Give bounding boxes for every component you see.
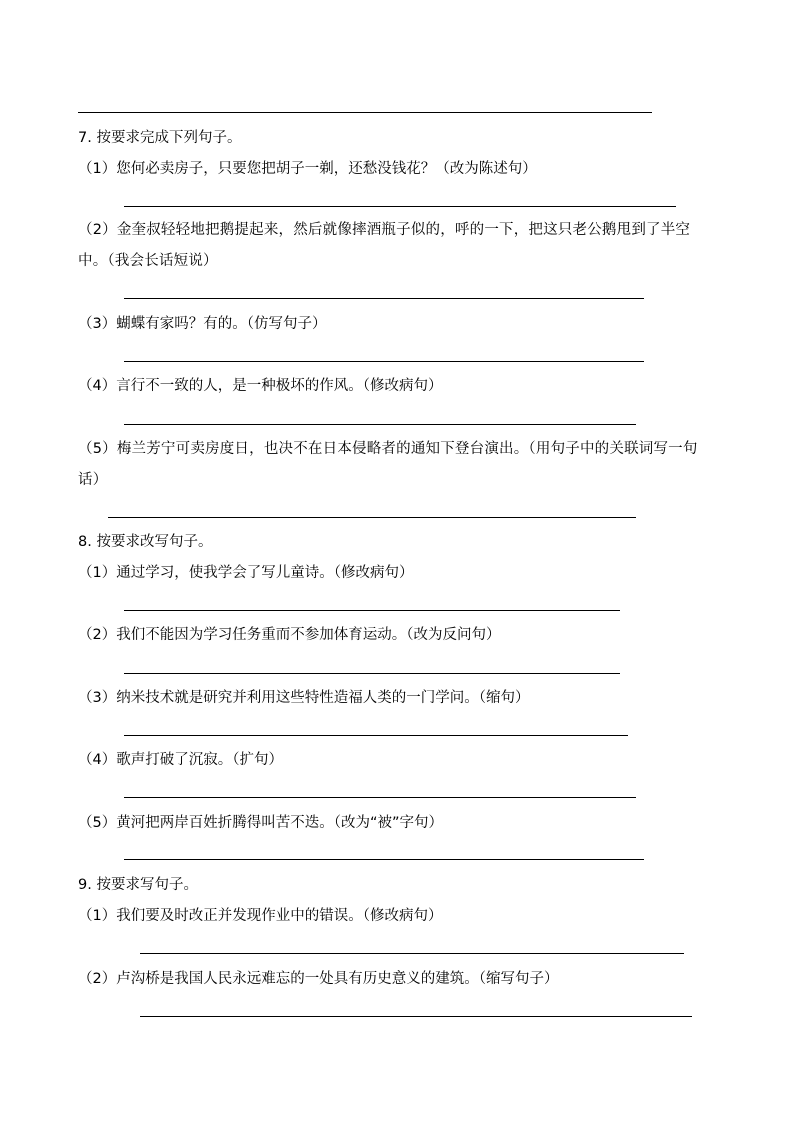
q9-item-2: （2）卢沟桥是我国人民永远难忘的一处具有历史意义的建筑。（缩写句子） — [78, 971, 559, 987]
q8-item-3: （3）纳米技术就是研究并利用这些特性造福人类的一门学问。（缩句） — [78, 690, 530, 706]
q8-answer-line-1[interactable] — [124, 610, 620, 611]
q8-answer-line-4[interactable] — [124, 797, 636, 798]
q8-answer-line-5[interactable] — [124, 859, 644, 860]
q8-item-5: （5）黄河把两岸百姓折腾得叫苦不迭。（改为“被”字句） — [78, 815, 443, 831]
q7-title: 7. 按要求完成下列句子。 — [78, 130, 242, 146]
q8-answer-line-3[interactable] — [124, 735, 628, 736]
q7-answer-line-4[interactable] — [124, 424, 636, 425]
q7-answer-line-5[interactable] — [108, 517, 636, 518]
q7-item-1: （1）您何必卖房子，只要您把胡子一剃，还愁没钱花？（改为陈述句） — [78, 161, 537, 177]
q7-item-4: （4）言行不一致的人，是一种极坏的作风。（修改病句） — [78, 378, 443, 394]
q8-item-1: （1）通过学习，使我学会了写儿童诗。（修改病句） — [78, 565, 414, 581]
q7-answer-line-1[interactable] — [124, 206, 676, 207]
q7-item-2: （2）金奎叔轻轻地把鹅提起来，然后就像摔酒瓶子似的，呼的一下，把这只老公鹅甩到了半空中。（我会长话短说） — [78, 222, 691, 269]
q7-item-5: （5）梅兰芳宁可卖房度日，也决不在日本侵略者的通知下登台演出。（用句子中的关联词写一句话） — [78, 441, 698, 488]
q9-answer-line-2[interactable] — [140, 1016, 692, 1017]
q8-answer-line-2[interactable] — [124, 673, 620, 674]
q7-item-3: （3）蝴蝶有家吗？有的。（仿写句子） — [78, 316, 327, 332]
q9-answer-line-1[interactable] — [140, 953, 684, 954]
q8-item-2: （2）我们不能因为学习任务重而不参加体育运动。（改为反问句） — [78, 627, 501, 643]
q9-item-1: （1）我们要及时改正并发现作业中的错误。（修改病句） — [78, 908, 443, 924]
q7-answer-line-3[interactable] — [124, 361, 644, 362]
q7-answer-line-2[interactable] — [124, 298, 644, 299]
q9-title: 9. 按要求写句子。 — [78, 877, 198, 893]
q8-item-4: （4）歌声打破了沉寂。（扩句） — [78, 752, 283, 768]
answer-line-top[interactable] — [78, 112, 652, 113]
q8-title: 8. 按要求改写句子。 — [78, 534, 213, 550]
